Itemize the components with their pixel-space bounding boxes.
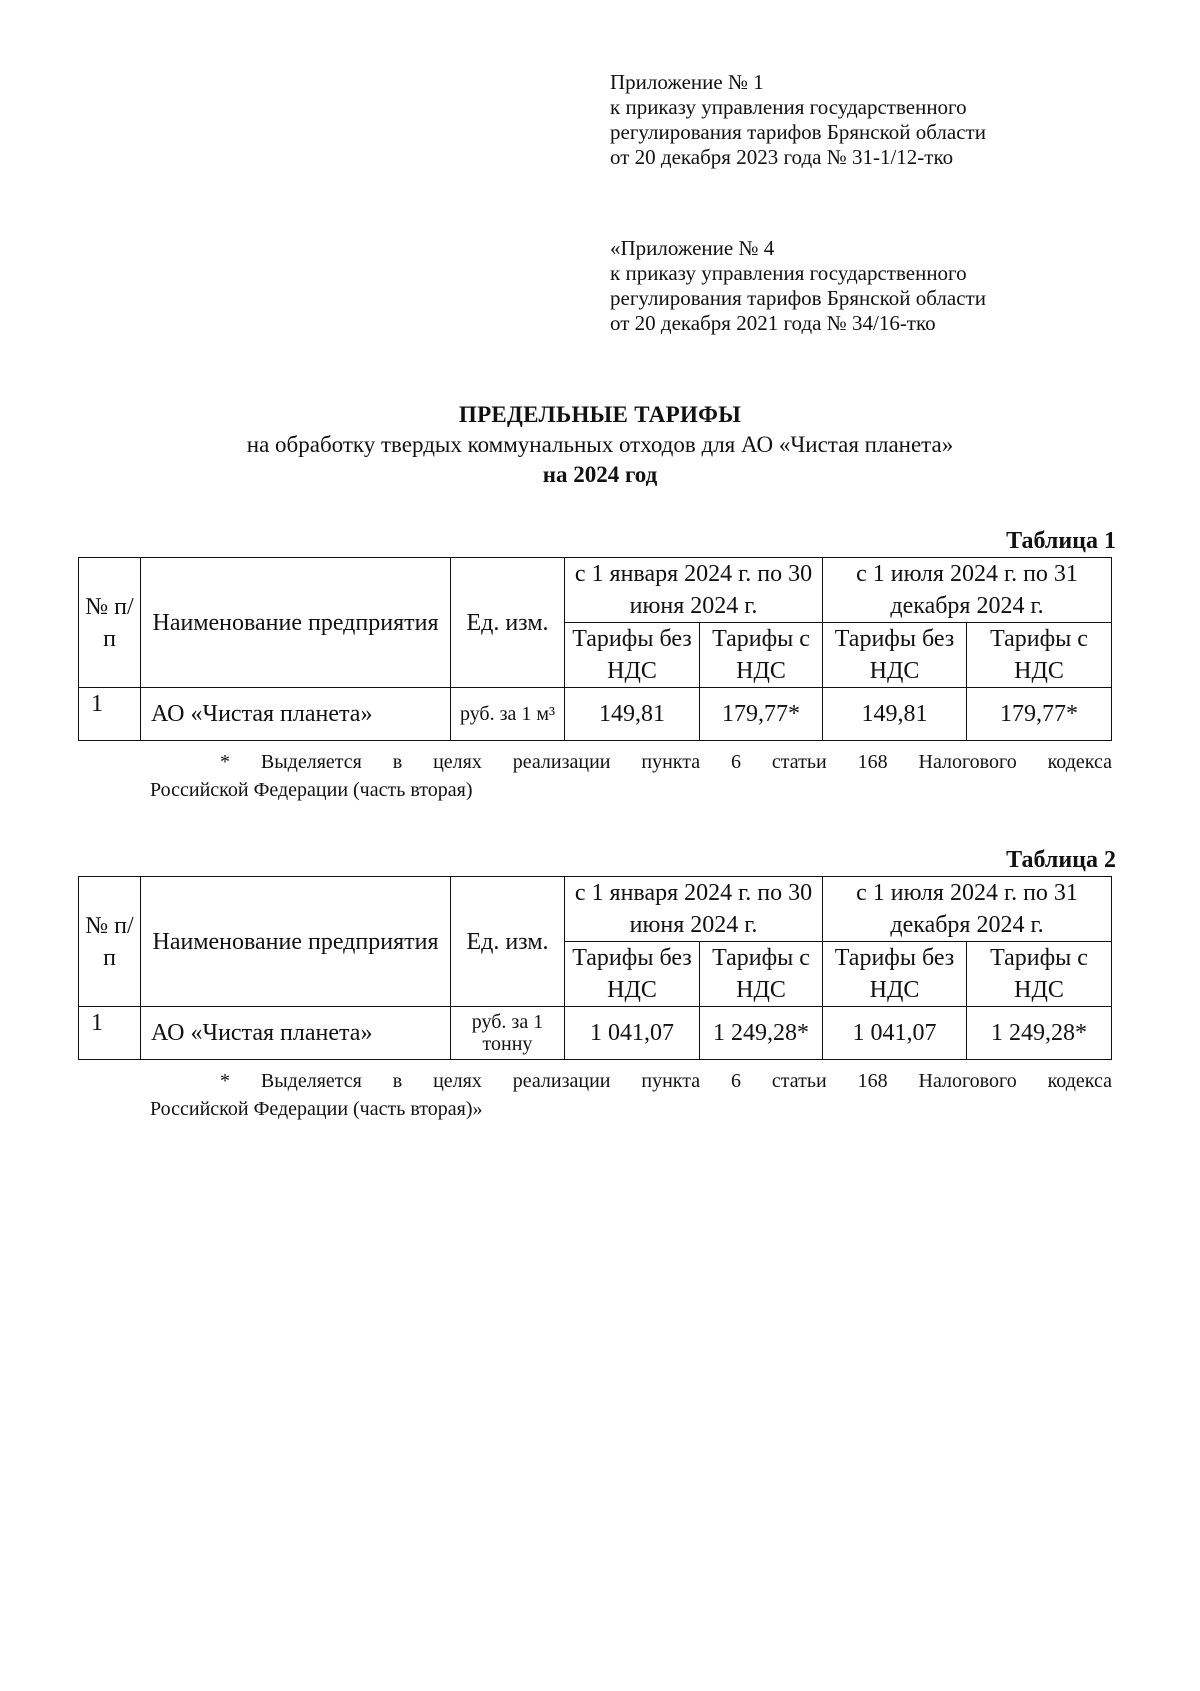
col-header-period-2: с 1 июля 2024 г. по 31 декабря 2024 г. (823, 558, 1112, 623)
document-title (0, 400, 1200, 490)
appendix-header-line: от 20 декабря 2021 года № 34/16-тко (610, 311, 936, 335)
col-header-without-vat: Тарифы без НДС (823, 623, 967, 688)
tariff-table-1 (78, 557, 1112, 741)
table-2-label: Таблица 2 (1006, 847, 1116, 873)
col-header-period-1: с 1 января 2024 г. по 30 июня 2024 г. (565, 877, 823, 942)
row-number: 1 (79, 1007, 141, 1060)
title-main: ПРЕДЕЛЬНЫЕ ТАРИФЫ (458, 402, 742, 427)
appendix-header-line: к приказу управления государственного (610, 261, 967, 285)
table-row (79, 688, 1112, 741)
footnote-line: * Выделяется в целях реализации пункта 6 статьи 168 Налогового кодекса (220, 1070, 1112, 1092)
unit-of-measure: руб. за 1 тонну (451, 1007, 565, 1060)
tariff-p2-without-vat: 149,81 (823, 688, 967, 741)
tariff-p2-with-vat: 179,77* (967, 688, 1112, 741)
tariff-p1-without-vat: 149,81 (565, 688, 700, 741)
table-1-label: Таблица 1 (1006, 528, 1116, 554)
col-header-no: № п/п (79, 558, 141, 688)
title-year: на 2024 год (542, 462, 658, 487)
appendix-header-line: регулирования тарифов Брянской области (610, 120, 986, 144)
col-header-no: № п/п (79, 877, 141, 1007)
row-number: 1 (79, 688, 141, 741)
appendix-header-2 (610, 236, 1080, 336)
appendix-header-line: «Приложение № 4 (610, 236, 775, 260)
col-header-with-vat: Тарифы с НДС (700, 942, 823, 1007)
table-row (79, 1007, 1112, 1060)
col-header-name: Наименование предприятия (141, 558, 451, 688)
footnote-line: * Выделяется в целях реализации пункта 6 статьи 168 Налогового кодекса (220, 751, 1112, 773)
appendix-header-1 (610, 70, 1080, 170)
enterprise-name: АО «Чистая планета» (141, 688, 451, 741)
appendix-header-line: регулирования тарифов Брянской области (610, 286, 986, 310)
appendix-header-line: к приказу управления государственного (610, 95, 967, 119)
col-header-period-1: с 1 января 2024 г. по 30 июня 2024 г. (565, 558, 823, 623)
tariff-table-2 (78, 876, 1112, 1060)
col-header-unit: Ед. изм. (451, 558, 565, 688)
col-header-with-vat: Тарифы с НДС (700, 623, 823, 688)
col-header-without-vat: Тарифы без НДС (823, 942, 967, 1007)
col-header-with-vat: Тарифы с НДС (967, 623, 1112, 688)
tariff-p1-with-vat: 1 249,28* (700, 1007, 823, 1060)
tariff-p1-with-vat: 179,77* (700, 688, 823, 741)
tariff-p2-without-vat: 1 041,07 (823, 1007, 967, 1060)
appendix-header-line: от 20 декабря 2023 года № 31-1/12-тко (610, 145, 954, 169)
tariff-p2-with-vat: 1 249,28* (967, 1007, 1112, 1060)
tariff-p1-without-vat: 1 041,07 (565, 1007, 700, 1060)
appendix-header-line: Приложение № 1 (610, 70, 764, 94)
footnote-1 (150, 748, 1112, 804)
enterprise-name: АО «Чистая планета» (141, 1007, 451, 1060)
col-header-without-vat: Тарифы без НДС (565, 942, 700, 1007)
col-header-with-vat: Тарифы с НДС (967, 942, 1112, 1007)
unit-of-measure: руб. за 1 м³ (451, 688, 565, 741)
col-header-period-2: с 1 июля 2024 г. по 31 декабря 2024 г. (823, 877, 1112, 942)
title-subtitle: на обработку твердых коммунальных отходов для АО «Чистая планета» (246, 432, 954, 457)
footnote-line: Российской Федерации (часть вторая)» (150, 1098, 483, 1120)
col-header-name: Наименование предприятия (141, 877, 451, 1007)
footnote-2 (150, 1067, 1112, 1123)
footnote-line: Российской Федерации (часть вторая) (150, 779, 473, 801)
col-header-unit: Ед. изм. (451, 877, 565, 1007)
col-header-without-vat: Тарифы без НДС (565, 623, 700, 688)
